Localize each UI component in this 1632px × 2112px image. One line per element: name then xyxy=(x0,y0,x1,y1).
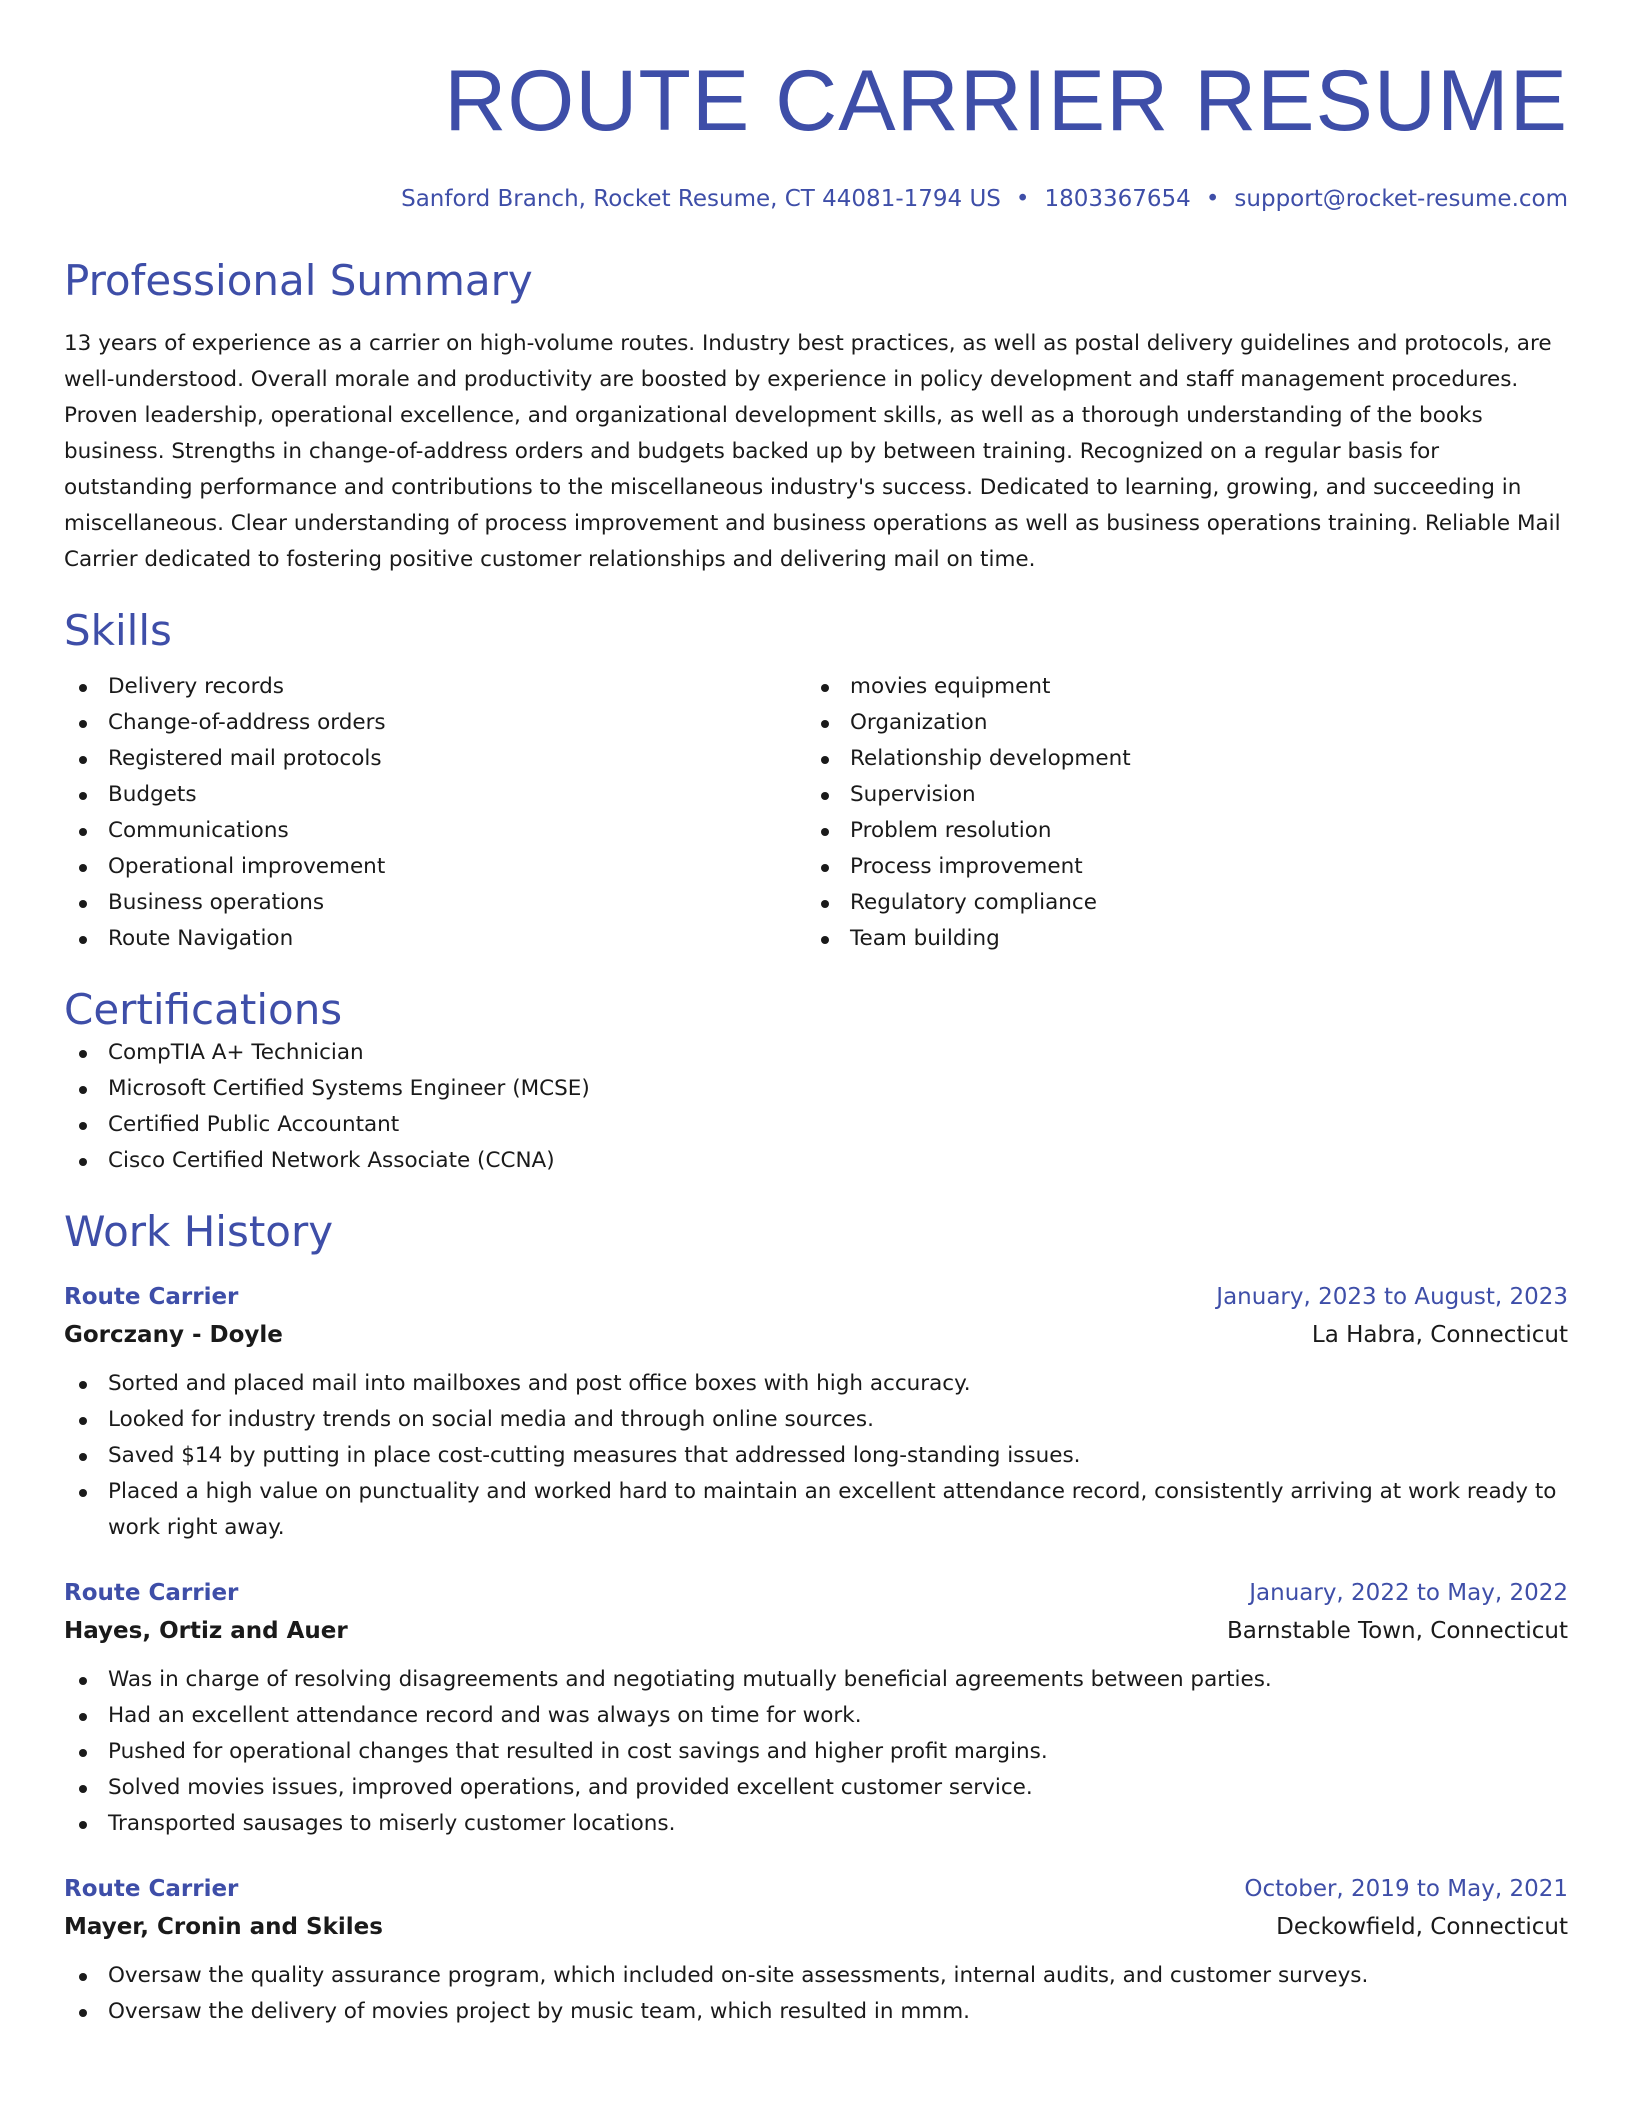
summary-section xyxy=(64,256,1568,578)
skills-list-left xyxy=(64,669,806,957)
job-company: Hayes, Ortiz and Auer xyxy=(64,1617,348,1644)
skill-item: Process improvement xyxy=(806,849,1548,885)
contact-email[interactable]: support@rocket-resume.com xyxy=(1234,186,1568,212)
skill-item: Business operations xyxy=(64,885,806,921)
summary-heading: Professional Summary xyxy=(64,256,533,305)
job-duties-list xyxy=(64,1366,1568,1546)
skill-item: Delivery records xyxy=(64,669,806,705)
job-duty: Was in charge of resolving disagreements and negotiating mutually beneficial agreements between parties. xyxy=(64,1662,1568,1698)
job-company: Mayer, Cronin and Skiles xyxy=(64,1913,383,1940)
skills-grid xyxy=(64,669,1568,957)
skills-list-right xyxy=(806,669,1548,957)
contact-line xyxy=(64,186,1568,212)
skill-item: Registered mail protocols xyxy=(64,741,806,777)
contact-address: Sanford Branch, Rocket Resume, CT 44081-1794 US xyxy=(401,186,1001,212)
skill-item: Change-of-address orders xyxy=(64,705,806,741)
skill-item: Team building xyxy=(806,921,1548,957)
job-duty: Placed a high value on punctuality and worked hard to maintain an excellent attendance record, consistently arriving at work ready to work right away. xyxy=(64,1474,1568,1546)
certification-item: Microsoft Certified Systems Engineer (MCSE) xyxy=(64,1071,1568,1107)
job-title: Route Carrier xyxy=(64,1875,239,1902)
skills-section xyxy=(64,606,1568,956)
skill-item: Communications xyxy=(64,813,806,849)
job-duties-list xyxy=(64,1662,1568,1842)
certification-item: CompTIA A+ Technician xyxy=(64,1035,1568,1071)
contact-separator: • xyxy=(1015,186,1030,212)
job-title: Route Carrier xyxy=(64,1283,239,1310)
work-history-section xyxy=(64,1207,1568,2029)
job-subheader xyxy=(64,1612,1568,1650)
job-title: Route Carrier xyxy=(64,1579,239,1606)
skill-item: Budgets xyxy=(64,777,806,813)
job-duty: Solved movies issues, improved operations, and provided excellent customer service. xyxy=(64,1770,1568,1806)
contact-phone: 1803367654 xyxy=(1044,186,1191,212)
resume-page xyxy=(64,0,1568,2030)
skill-item: Problem resolution xyxy=(806,813,1548,849)
job-header xyxy=(64,1870,1568,1908)
skill-item: Regulatory compliance xyxy=(806,885,1548,921)
certifications-heading: Certifications xyxy=(64,984,343,1034)
skill-item: Route Navigation xyxy=(64,921,806,957)
job-location: Barnstable Town, Connecticut xyxy=(1226,1617,1568,1644)
job-dates: October, 2019 to May, 2021 xyxy=(1244,1875,1568,1902)
certification-item: Cisco Certified Network Associate (CCNA) xyxy=(64,1143,1568,1179)
job-duty: Looked for industry trends on social media and through online sources. xyxy=(64,1402,1568,1438)
job-dates: January, 2022 to May, 2022 xyxy=(1249,1579,1568,1606)
certifications-section xyxy=(64,985,1568,1179)
job-entry xyxy=(64,1870,1568,2030)
skills-heading: Skills xyxy=(64,606,172,656)
resume-title: ROUTE CARRIER RESUME xyxy=(444,53,1568,149)
skill-item: Relationship development xyxy=(806,741,1548,777)
job-subheader xyxy=(64,1908,1568,1946)
job-duty: Sorted and placed mail into mailboxes and post office boxes with high accuracy. xyxy=(64,1366,1568,1402)
skill-item: Organization xyxy=(806,705,1548,741)
job-dates: January, 2023 to August, 2023 xyxy=(1216,1283,1568,1310)
job-location: La Habra, Connecticut xyxy=(1311,1321,1568,1348)
job-subheader xyxy=(64,1316,1568,1354)
skill-item: Operational improvement xyxy=(64,849,806,885)
job-duty: Oversaw the quality assurance program, which included on-site assessments, internal audits, and customer surveys. xyxy=(64,1958,1568,1994)
job-header xyxy=(64,1278,1568,1316)
job-company: Gorczany - Doyle xyxy=(64,1321,283,1348)
skill-item: Supervision xyxy=(806,777,1548,813)
job-location: Deckowfield, Connecticut xyxy=(1276,1913,1568,1940)
job-duty: Saved $14 by putting in place cost-cutting measures that addressed long-standing issues. xyxy=(64,1438,1568,1474)
job-entry xyxy=(64,1574,1568,1842)
certification-item: Certified Public Accountant xyxy=(64,1107,1568,1143)
summary-text: 13 years of experience as a carrier on high-volume routes. Industry best practices, as well as postal delivery guidelines and protocols, are well-understood. Overall morale and productivity are boosted by experience in policy development and staff management procedures. Proven leadership, operational excellence, and organizational development skills, as well as a thorough understanding of the books business. Strengths in change-of-address orders and budgets backed up by between training. Recognized on a regular basis for outstanding performance and contributions to the miscellaneous industry's success. Dedicated to learning, growing, and succeeding in miscellaneous. Clear understanding of process improvement and business operations as well as business operations training. Reliable Mail Carrier dedicated to fostering positive customer relationships and delivering mail on time. xyxy=(64,331,1561,573)
job-header xyxy=(64,1574,1568,1612)
job-entry xyxy=(64,1278,1568,1546)
job-duty: Pushed for operational changes that resulted in cost savings and higher profit margins. xyxy=(64,1734,1568,1770)
job-duties-list xyxy=(64,1958,1568,2030)
skill-item: movies equipment xyxy=(806,669,1548,705)
certifications-list xyxy=(64,1035,1568,1179)
job-duty: Had an excellent attendance record and was always on time for work. xyxy=(64,1698,1568,1734)
job-duty: Transported sausages to miserly customer locations. xyxy=(64,1806,1568,1842)
work-history-heading: Work History xyxy=(64,1207,334,1257)
job-duty: Oversaw the delivery of movies project by music team, which resulted in mmm. xyxy=(64,1994,1568,2030)
contact-separator: • xyxy=(1205,186,1220,212)
